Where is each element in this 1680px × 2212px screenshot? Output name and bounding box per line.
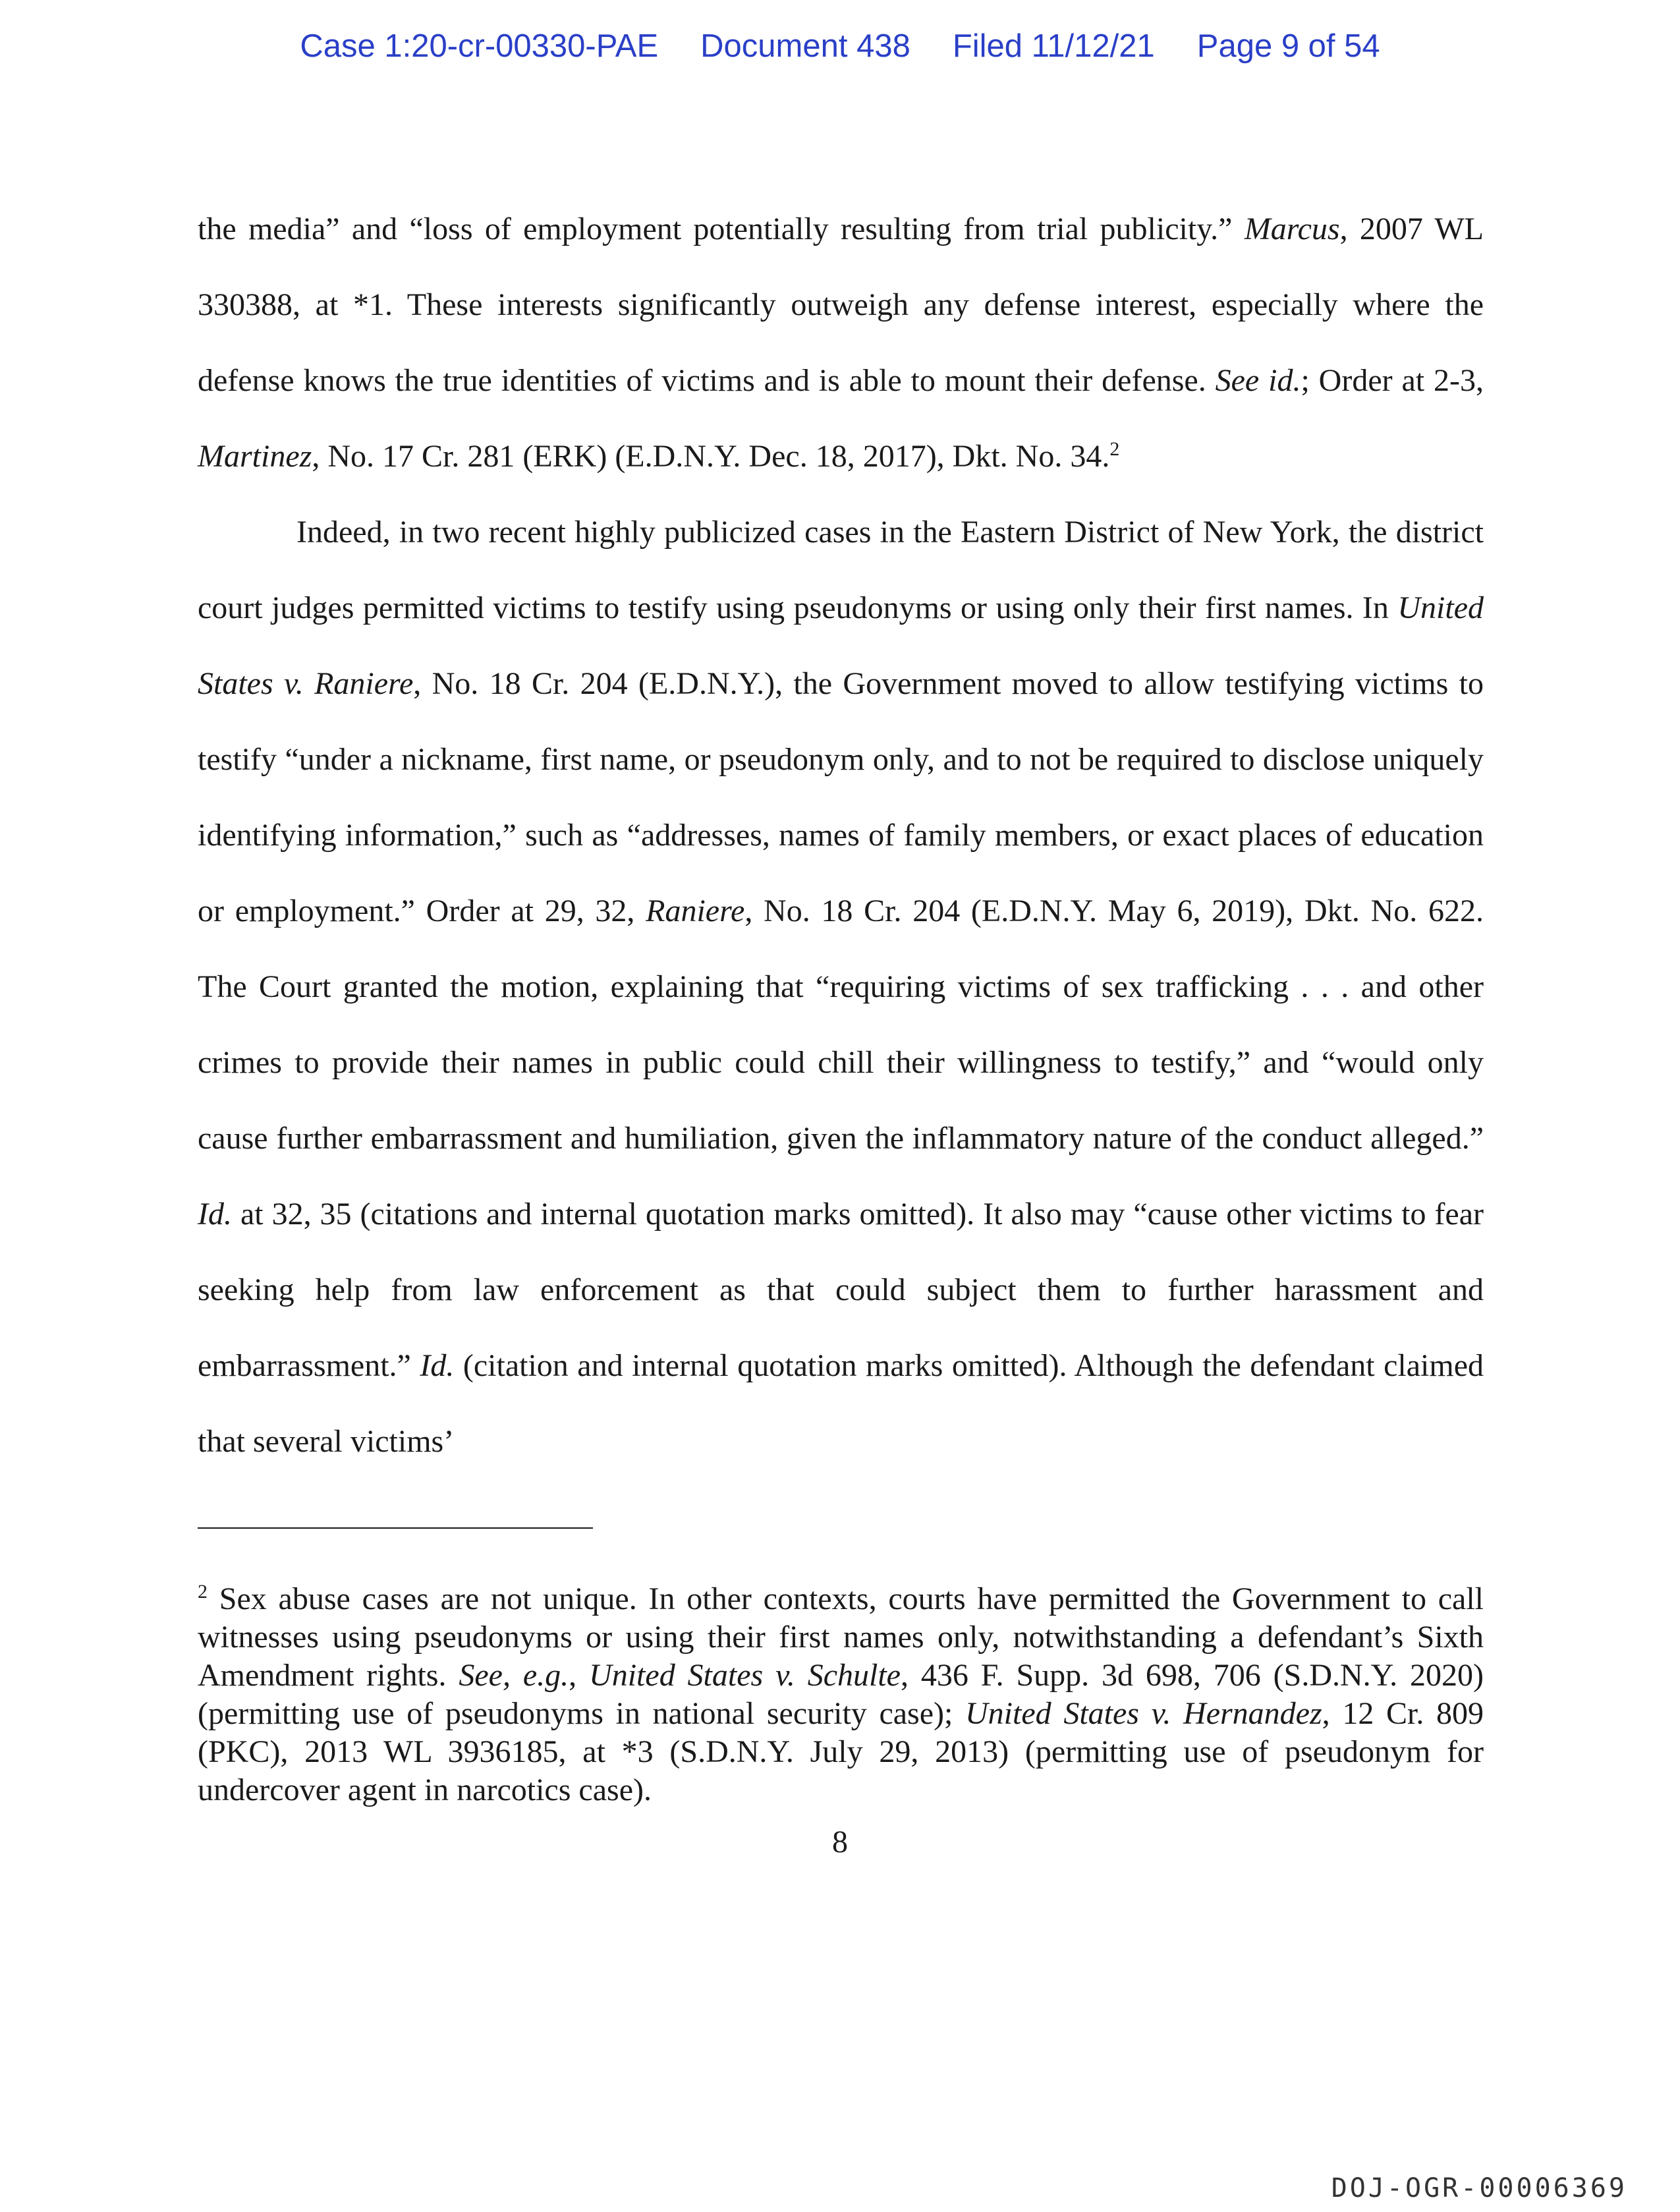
case-number: Case 1:20-cr-00330-PAE: [300, 28, 659, 64]
paragraph-2: [198, 494, 1484, 1479]
text-run: at 32, 35 (citations and internal quotation marks omitted). It also may “cause other victims to fear seeking help from law enforcement as that could subject them to further harassment and embarrassment.”: [198, 1197, 1484, 1383]
text-run: (citation and internal quotation marks omitted). Although the defendant claimed that several victims’: [198, 1348, 1484, 1459]
case-citation: Raniere: [646, 893, 745, 928]
text-run: Sex abuse cases are not unique. In other contexts, courts have permitted the Government to call witnesses using pseudonyms or using their first names only, notwithstanding a defendant’s Sixth Amendment rights.: [198, 1581, 1484, 1693]
citation-signal: Id.: [198, 1197, 232, 1232]
ecf-header: [0, 28, 1680, 65]
text-run: , No. 18 Cr. 204 (E.D.N.Y. May 6, 2019), Dkt. No. 622. The Court granted the motion, explaining that “requiring victims of sex trafficking . . . and other crimes to provide their names in public could chill their willingness to testify,” and “would only cause further embarrassment and humiliation, given the inflammatory nature of the conduct alleged.”: [198, 893, 1484, 1156]
page-count: Page 9 of 54: [1196, 28, 1380, 64]
case-citation: Marcus: [1244, 212, 1340, 246]
text-run: , 436 F. Supp. 3d 698, 706 (S.D.N.Y. 2020) (permitting use of pseudonyms in national security case);: [198, 1658, 1484, 1731]
citation-signal: See id.: [1215, 363, 1301, 398]
text-run: , 12 Cr. 809 (PKC), 2013 WL 3936185, at *3 (S.D.N.Y. July 29, 2013) (permitting use of pseudonym for undercover agent in narcotics case).: [198, 1696, 1484, 1807]
footnote-number: 2: [198, 1581, 208, 1602]
footnote-2: [198, 1580, 1484, 1809]
page-number: 8: [832, 1825, 848, 1859]
text-run: , No. 17 Cr. 281 (ERK) (E.D.N.Y. Dec. 18, 2017), Dkt. No. 34.: [312, 439, 1110, 474]
footnote-separator: [198, 1527, 593, 1529]
case-citation: United States v. Raniere: [198, 590, 1484, 701]
text-run: ; Order at 2-3,: [1301, 363, 1484, 398]
text-run: ,: [569, 1658, 590, 1693]
case-citation: Martinez: [198, 439, 312, 474]
paragraph-1: [198, 191, 1484, 494]
footnote-reference: 2: [1109, 438, 1120, 460]
text-run: , 2007 WL 330388, at *1. These interests significantly outweigh any defense interest, especially where the defense knows the true identities of victims and is able to mount their defense.: [198, 212, 1484, 398]
text-run: , No. 18 Cr. 204 (E.D.N.Y.), the Government moved to allow testifying victims to testify “under a nickname, first name, or pseudonym only, and to not be required to disclose uniquely identifying information,” such as “addresses, names of family members, or exact places of education or employment.” Order at 29, 32,: [198, 666, 1484, 928]
case-citation: United States v. Schulte: [589, 1658, 901, 1693]
text-run: Indeed, in two recent highly publicized cases in the Eastern District of New York, the district court judges permitted victims to testify using pseudonyms or using only their first names. In: [198, 515, 1484, 625]
document-number: Document 438: [700, 28, 910, 64]
bates-number: DOJ-OGR-00006369: [1331, 2173, 1627, 2203]
footnote: [198, 1580, 1484, 1809]
citation-signal: See, e.g.: [459, 1658, 569, 1693]
body-text: [198, 191, 1484, 1479]
case-citation: United States v. Hernandez: [965, 1696, 1322, 1731]
filed-date: Filed 11/12/21: [952, 28, 1155, 64]
text-run: the media” and “loss of employment potentially resulting from trial publicity.”: [198, 212, 1245, 246]
citation-signal: Id.: [420, 1348, 455, 1383]
